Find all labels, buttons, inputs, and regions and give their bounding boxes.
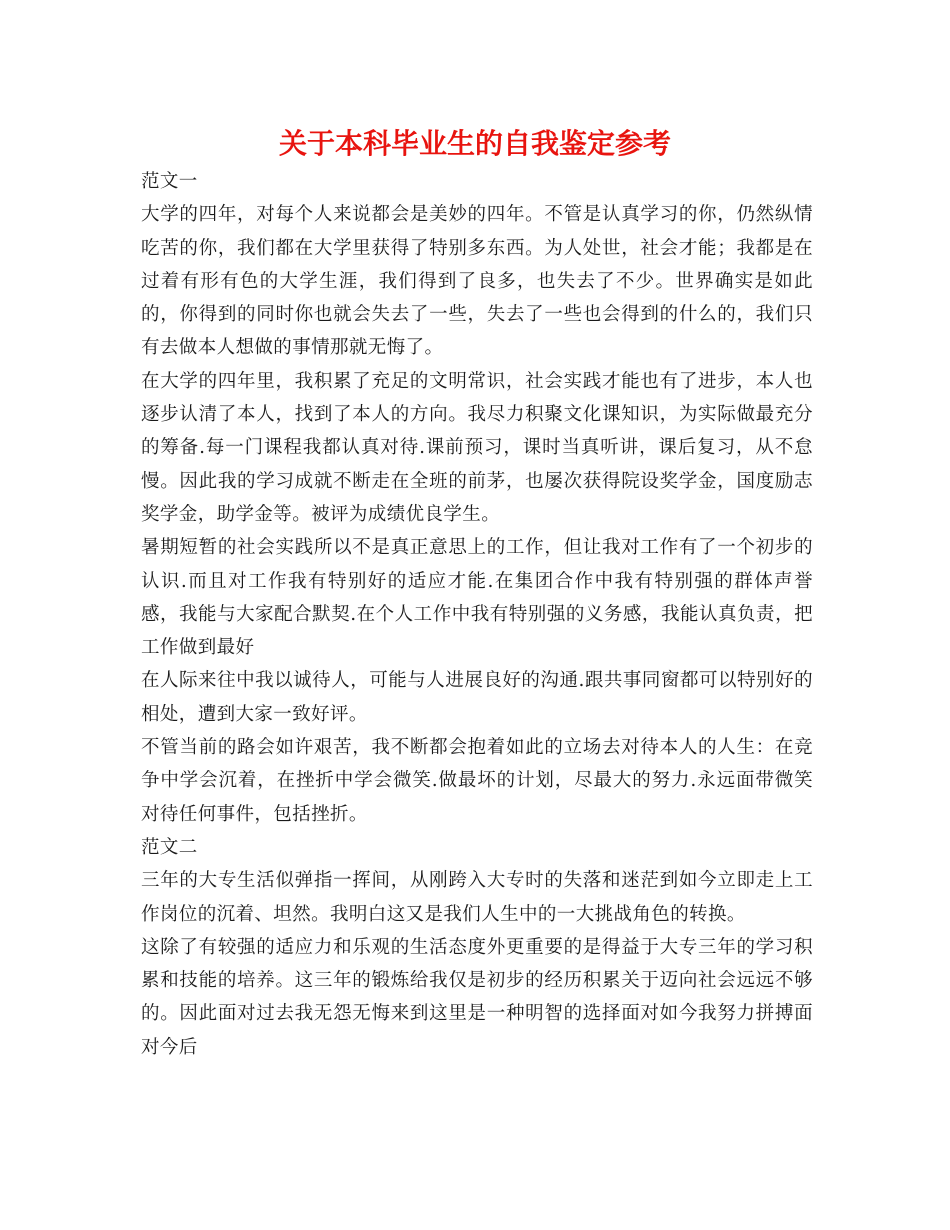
paragraph: 暑期短暂的社会实践所以不是真正意思上的工作，但让我对工作有了一个初步的认识.而且对工作我有特别好的适应才能.在集团合作中我有特别强的群体声誉感，我能与大家配合默契.在个人工作中我有特别强的义务感，我能认真负责，把工作做到最好 bbox=[141, 537, 813, 659]
section-heading-2: 范文二 bbox=[141, 836, 198, 858]
paragraph: 在人际来往中我以诚待人，可能与人进展良好的沟通.跟共事同窗都可以特别好的相处，遭到大家一致好评。 bbox=[141, 670, 813, 725]
paragraph: 不管当前的路会如许艰苦，我不断都会抱着如此的立场去对待本人的人生：在竞争中学会沉着，在挫折中学会微笑.做最坏的计划，尽最大的努力.永远面带微笑对待任何事件，包括挫折。 bbox=[141, 737, 813, 825]
section-heading-1: 范文一 bbox=[141, 171, 198, 192]
document-title: 关于本科毕业生的自我鉴定参考 bbox=[278, 127, 671, 160]
paragraph: 这除了有较强的适应力和乐观的生活态度外更重要的是得益于大专三年的学习积累和技能的培养。这三年的锻炼给我仅是初步的经历积累关于迈向社会远远不够的。因此面对过去我无怨无悔来到这里是一种明智的选择面对如今我努力拼搏面对今后 bbox=[141, 936, 813, 1058]
paragraph: 在大学的四年里，我积累了充足的文明常识，社会实践才能也有了进步，本人也逐步认清了本人，找到了本人的方向。我尽力积聚文化课知识，为实际做最充分的筹备.每一门课程我都认真对待.课前预习，课时当真听讲，课后复习，从不怠慢。因此我的学习成就不断走在全班的前茅，也屡次获得院设奖学金，国度励志奖学金，助学金等。被评为成绩优良学生。 bbox=[141, 370, 813, 525]
paragraph: 三年的大专生活似弹指一挥间，从刚跨入大专时的失落和迷茫到如今立即走上工作岗位的沉着、坦然。我明白这又是我们人生中的一大挑战角色的转换。 bbox=[141, 870, 813, 925]
document-body bbox=[141, 165, 813, 1064]
paragraph: 大学的四年，对每个人来说都会是美妙的四年。不管是认真学习的你，仍然纵情吃苦的你，我们都在大学里获得了特别多东西。为人处世，社会才能；我都是在过着有形有色的大学生涯，我们得到了良多，也失去了不少。世界确实是如此的，你得到的同时你也就会失去了一些，失去了一些也会得到的什么的，我们只有去做本人想做的事情那就无悔了。 bbox=[141, 204, 813, 359]
